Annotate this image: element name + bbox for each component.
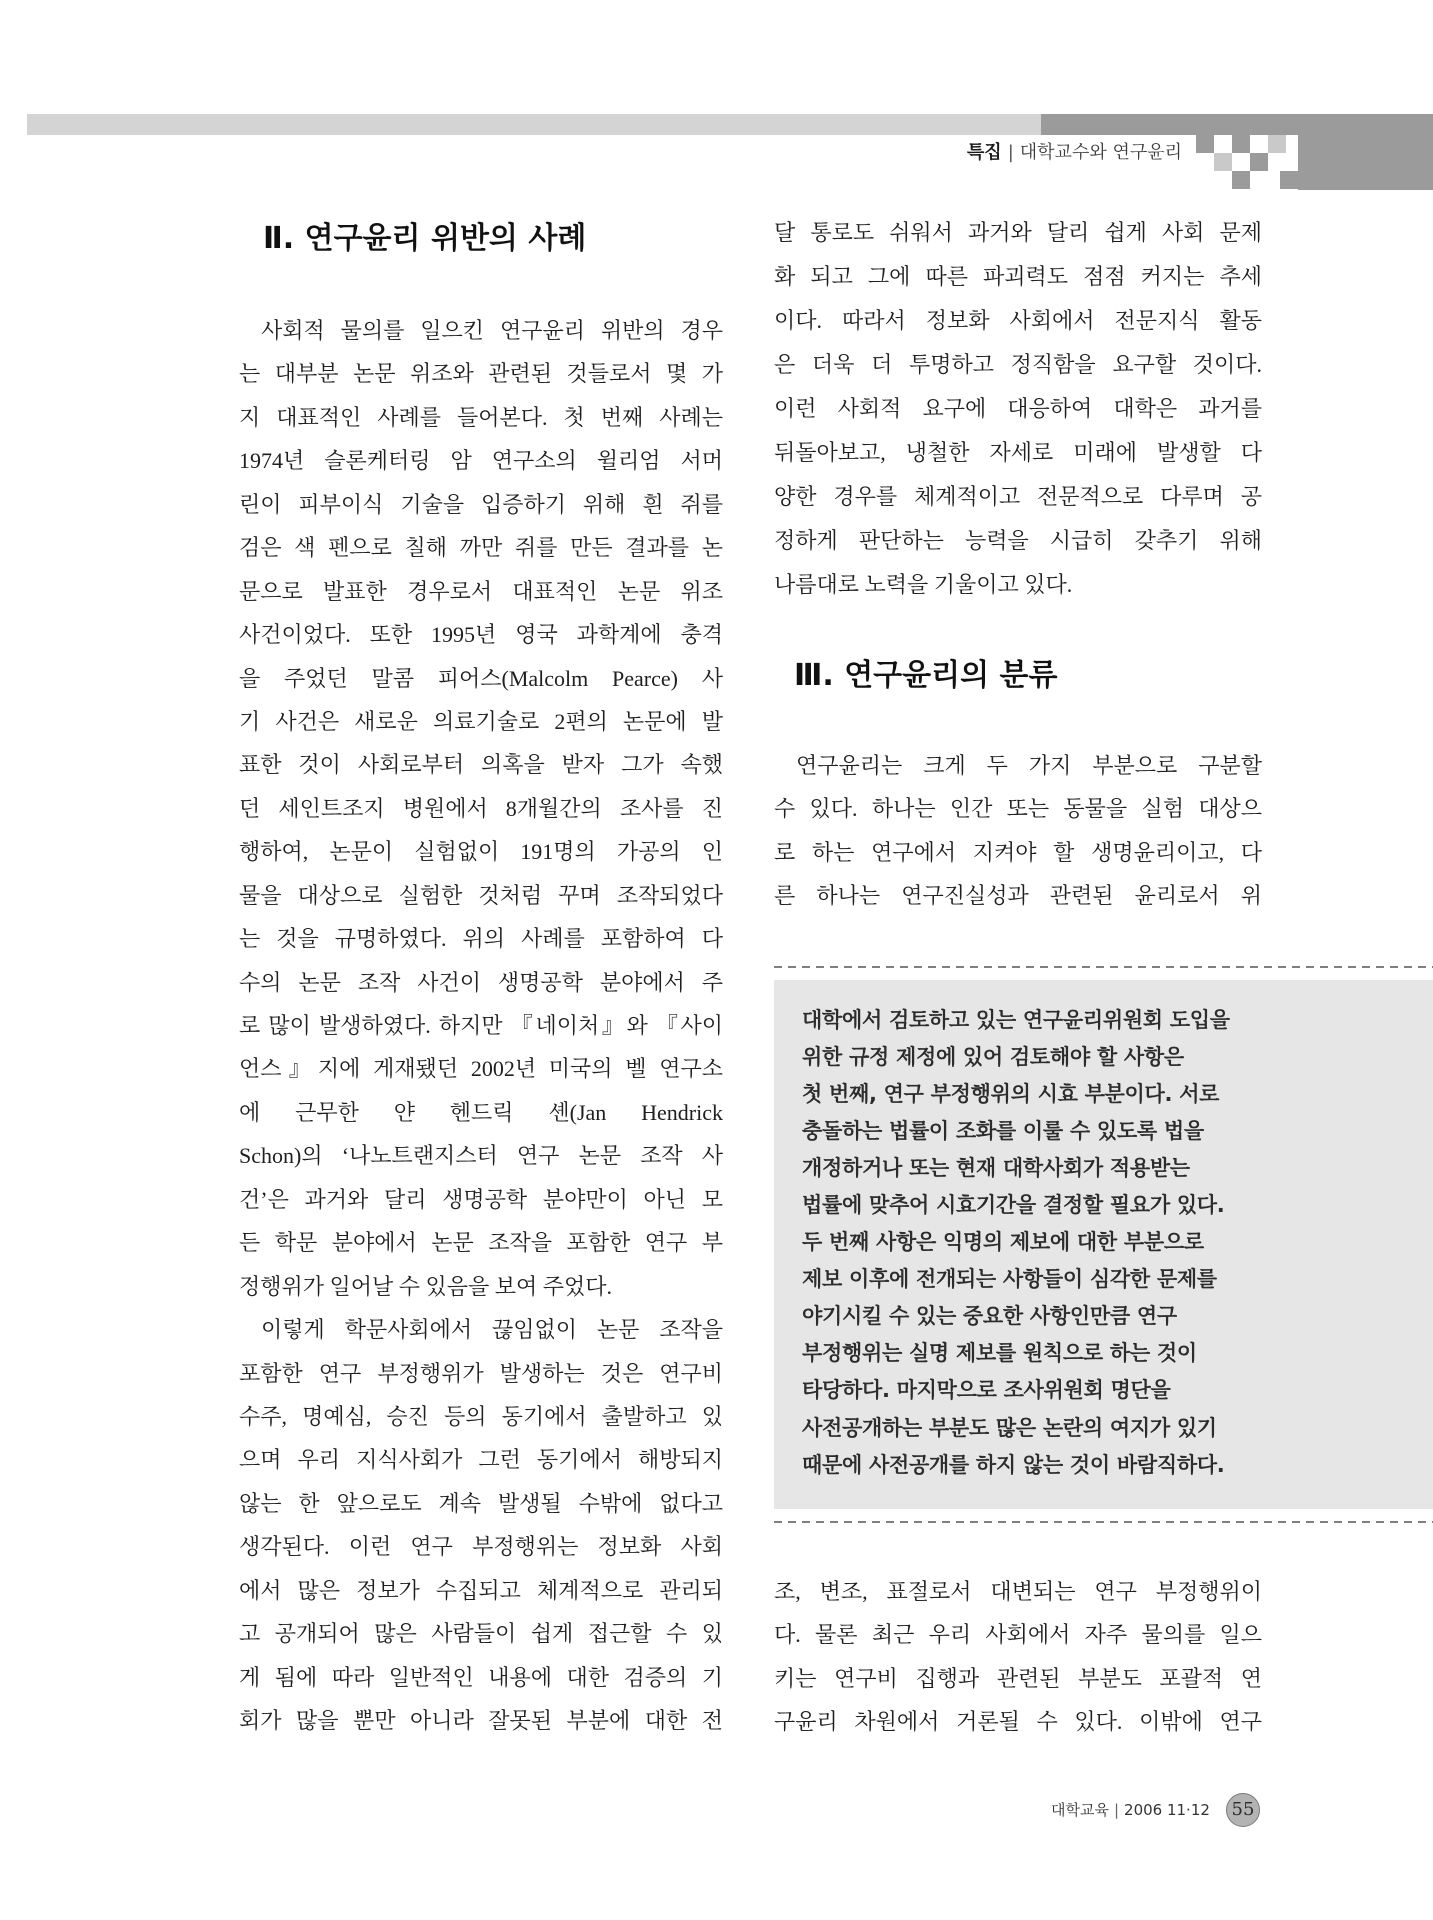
body-text-line: 로 하는 연구에서 지켜야 할 생명윤리이고, 다	[774, 839, 1262, 865]
checker-square	[1280, 171, 1298, 189]
body-text-line: 기 사건은 새로운 의료기술로 2편의 논문에 발	[239, 708, 723, 734]
body-text-line: 수 있다. 하나는 인간 또는 동물을 실험 대상으	[774, 796, 1262, 822]
body-text-line: 행하여, 논문이 실험없이 191명의 가공의 인	[239, 839, 723, 865]
header-checker-decoration	[1190, 135, 1298, 191]
body-text-line: 수주, 명예심, 승진 등의 동기에서 출발하고 있	[239, 1403, 723, 1429]
footer-separator: |	[1113, 1801, 1120, 1819]
body-text-line: 검은 색 펜으로 칠해 까만 쥐를 만든 결과를 논	[239, 535, 723, 561]
running-header	[967, 141, 1182, 165]
body-text-line: 회가 많을 뿐만 아니라 잘못된 부분에 대한 전	[239, 1708, 723, 1733]
callout-text-line: 제보 이후에 전개되는 사항들이 심각한 문제를	[802, 1267, 1217, 1292]
body-text-line: 는 것을 규명하였다. 위의 사례를 포함하여 다	[239, 926, 723, 952]
callout-text-line: 두 번째 사항은 익명의 제보에 대한 부분으로	[802, 1230, 1204, 1255]
body-text-line: 달 통로도 쉬워서 과거와 달리 쉽게 사회 문제	[774, 220, 1262, 245]
body-text-line: 화 되고 그에 따른 파괴력도 점점 커지는 추세	[774, 264, 1262, 289]
callout-text-line: 부정행위는 실명 제보를 원칙으로 하는 것이	[802, 1341, 1197, 1366]
callout-text-line: 대학에서 검토하고 있는 연구윤리위원회 도입을	[802, 1008, 1230, 1032]
body-text-line: 든 학문 분야에서 논문 조작을 포함한 연구 부	[239, 1230, 723, 1256]
body-text-line: 키는 연구비 집행과 관련된 부분도 포괄적 연	[774, 1665, 1262, 1691]
callout-text-line: 법률에 맞추어 시효기간을 결정할 필요가 있다.	[802, 1193, 1225, 1218]
body-text-line: 연구윤리는 크게 두 가지 부분으로 구분할	[796, 753, 1262, 778]
checker-square	[1232, 135, 1250, 153]
body-text-line: 1974년 슬론케터링 암 연구소의 윌리엄 서머	[239, 448, 723, 474]
callout-text	[802, 1002, 1230, 1484]
section-heading: Ⅲ. 연구윤리의 분류	[794, 658, 1058, 693]
callout-text-line: 첫 번째, 연구 부정행위의 시효 부분이다. 서로	[802, 1082, 1220, 1107]
callout-bottom-divider	[774, 1521, 1433, 1523]
body-text-line: 이렇게 학문사회에서 끊임없이 논문 조작을	[261, 1317, 723, 1343]
right-column-continuation	[774, 211, 1262, 607]
body-text-line: 으며 우리 지식사회가 그런 동기에서 해방되지	[239, 1447, 723, 1473]
checker-square	[1232, 171, 1250, 189]
body-text-line: 수의 논문 조작 사건이 생명공학 분야에서 주	[239, 969, 723, 995]
left-column-body	[239, 309, 723, 1742]
body-text-line: 린이 피부이식 기술을 입증하기 위해 흰 쥐를	[239, 491, 723, 517]
page-number-badge	[1226, 1793, 1260, 1827]
body-text-line: 물을 대상으로 실험한 것처럼 꾸며 조작되었다	[239, 882, 723, 908]
page-footer	[1051, 1799, 1210, 1821]
callout-text-line: 충돌하는 법률이 조화를 이룰 수 있도록 법을	[802, 1119, 1204, 1144]
body-text-line: 로 많이 발생하였다. 하지만 『네이처』와 『사이	[239, 1013, 723, 1038]
callout-text-line: 때문에 사전공개를 하지 않는 것이 바람직하다.	[802, 1452, 1225, 1477]
header-separator: |	[1007, 142, 1014, 163]
body-text-line: 을 주었던 말콤 피어스(Malcolm Pearce) 사	[239, 665, 723, 691]
body-text-line: 표한 것이 사회로부터 의혹을 받자 그가 속했	[239, 752, 723, 778]
body-text-line: 에 근무한 얀 헨드릭 셴(Jan Hendrick	[239, 1099, 723, 1125]
body-text-line: 지 대표적인 사례를 들어본다. 첫 번째 사례는	[239, 404, 723, 430]
checker-square	[1214, 153, 1232, 171]
body-text-line: 생각된다. 이런 연구 부정행위는 정보화 사회	[239, 1534, 723, 1560]
header-topic: 대학교수와 연구윤리	[1019, 142, 1182, 163]
body-text-line: 조, 변조, 표절로서 대변되는 연구 부정행위이	[774, 1579, 1262, 1604]
body-text-line: 구윤리 차원에서 거론될 수 있다. 이밖에 연구	[774, 1709, 1262, 1735]
header-corner-block	[1298, 114, 1433, 190]
body-text-line: 이런 사회적 요구에 대응하여 대학은 과거를	[774, 396, 1262, 421]
body-text-line: 언스』지에 게재됐던 2002년 미국의 벨 연구소	[239, 1056, 723, 1082]
callout-text-line: 위한 규정 제정에 있어 검토해야 할 사항은	[802, 1045, 1184, 1070]
footer-issue: 2006 11·12	[1124, 1801, 1210, 1819]
callout-text-line: 사전공개하는 부분도 많은 논란의 여지가 있기	[802, 1415, 1217, 1440]
section-heading: Ⅱ. 연구윤리 위반의 사례	[263, 221, 587, 256]
checker-square	[1196, 135, 1214, 153]
body-text-line: 던 세인트조지 병원에서 8개월간의 조사를 진	[239, 795, 723, 821]
body-text-line: 양한 경우를 체계적이고 전문적으로 다루며 공	[774, 484, 1262, 509]
body-text-line: 에서 많은 정보가 수집되고 체계적으로 관리되	[239, 1577, 723, 1603]
body-text-line: 사회적 물의를 일으킨 연구윤리 위반의 경우	[261, 318, 723, 343]
callout-text-line: 타당하다. 마지막으로 조사위원회 명단을	[802, 1378, 1171, 1403]
body-text-line: 않는 한 앞으로도 계속 발생될 수밖에 없다고	[239, 1490, 723, 1516]
page-number: 55	[1231, 1799, 1255, 1820]
body-text-line: Schon)의 ‘나노트랜지스터 연구 논문 조작 사	[239, 1143, 723, 1169]
section-3-intro	[774, 744, 1262, 918]
body-text-line: 건’은 과거와 달리 생명공학 분야만이 아닌 모	[239, 1186, 723, 1212]
body-text-line: 다. 물론 최근 우리 사회에서 자주 물의를 일으	[774, 1622, 1262, 1648]
callout-top-divider	[774, 966, 1433, 968]
body-text-line: 게 됨에 따라 일반적인 내용에 대한 검증의 기	[239, 1664, 723, 1690]
footer-journal-name: 대학교육	[1051, 1801, 1109, 1819]
body-text-line: 이다. 따라서 정보화 사회에서 전문지식 활동	[774, 308, 1262, 333]
callout-text-line: 개정하거나 또는 현재 대학사회가 적용받는	[802, 1156, 1190, 1181]
body-text-line: 정하게 판단하는 능력을 시급히 갖추기 위해	[774, 528, 1262, 553]
body-text-line: 사건이었다. 또한 1995년 영국 과학계에 충격	[239, 622, 723, 648]
section-3-continuation	[774, 1570, 1262, 1744]
body-text-line: 고 공개되어 많은 사람들이 쉽게 접근할 수 있	[239, 1621, 723, 1647]
callout-text-line: 야기시킬 수 있는 중요한 사항인만큼 연구	[802, 1304, 1177, 1329]
body-text-line: 른 하나는 연구진실성과 관련된 윤리로서 위	[774, 883, 1262, 909]
header-bar	[27, 114, 1041, 135]
checker-square	[1268, 135, 1286, 153]
body-text-line: 는 대부분 논문 위조와 관련된 것들로서 몇 가	[239, 361, 723, 387]
body-text-line: 나름대로 노력을 기울이고 있다.	[774, 572, 1073, 597]
body-text-line: 포함한 연구 부정행위가 발생하는 것은 연구비	[239, 1360, 723, 1386]
body-text-line: 뒤돌아보고, 냉철한 자세로 미래에 발생할 다	[774, 440, 1262, 465]
checker-square	[1250, 153, 1268, 171]
body-text-line: 정행위가 일어날 수 있음을 보여 주었다.	[239, 1273, 613, 1299]
body-text-line: 은 더욱 더 투명하고 정직함을 요구할 것이다.	[774, 352, 1262, 377]
body-text-line: 문으로 발표한 경우로서 대표적인 논문 위조	[239, 578, 723, 604]
header-section-label: 특집	[966, 142, 1002, 163]
